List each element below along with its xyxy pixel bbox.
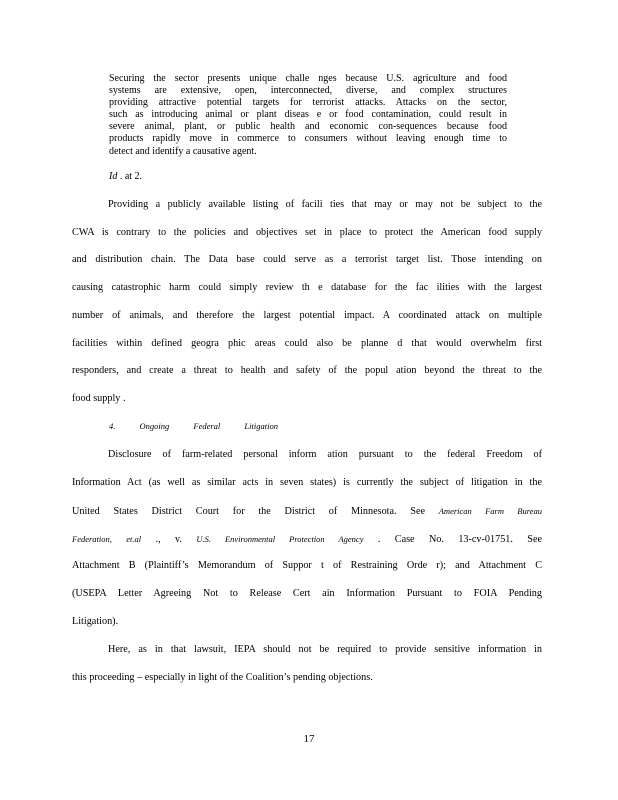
quote-line: such as introducing animal or plant diseas e or food contamination, could result in [109, 109, 507, 121]
case-name-italic: Federation, [72, 534, 112, 544]
paragraph-line: Information Act (as well as similar acts in seven states) is currently the subject of litigation in the [72, 477, 542, 488]
paragraph-line: and distribution chain. The Data base could serve as a terrorist target list. Those intending on [72, 254, 542, 265]
et-al-italic: et.al [126, 534, 142, 544]
quote-citation [109, 171, 142, 183]
paragraph-line: CWA is contrary to the policies and objectives set in place to protect the American food supply [72, 227, 542, 238]
paragraph-line: Providing a publicly available listing of facili ties that may or may not be subject to the [108, 199, 542, 210]
page-number: 17 [303, 733, 315, 745]
paragraph-line: this proceeding – especially in light of the Coalition’s pending objections. [72, 672, 373, 683]
quote-line: severe animal, plant, or public health and economic con-sequences because food [109, 121, 507, 133]
quote-line: systems are extensive, open, interconnected, diverse, and complex structures [109, 85, 507, 97]
citation-rest: . at 2. [117, 171, 143, 182]
paragraph-line: (USEPA Letter Agreeing Not to Release Cert ain Information Pursuant to FOIA Pending [72, 588, 542, 599]
line-text: United States District Court for the District of Minnesota. See [72, 506, 425, 517]
paragraph-line: Disclosure of farm-related personal inform ation pursuant to the federal Freedom of [108, 449, 542, 460]
paragraph-line: food supply . [72, 393, 126, 404]
line-text: . Case No. 13-cv-01751. See [363, 534, 543, 545]
quote-line: providing attractive potential targets for terrorist attacks. Attacks on the sector, [109, 97, 507, 109]
case-name-italic: American Farm Bureau [438, 506, 542, 516]
section-heading [109, 421, 278, 431]
paragraph-line: causing catastrophic harm could simply review th e database for the fac ilities with the largest [72, 282, 542, 293]
line-text: ., v. [141, 534, 197, 545]
paragraph-line [72, 504, 542, 518]
paragraph-line [72, 532, 542, 546]
heading-number: 4. [109, 421, 116, 431]
paragraph-line: facilities within defined geogra phic areas could also be planne d that would overwhelm first [72, 338, 542, 349]
block-quote [109, 73, 507, 158]
quote-line: products rapidly move in commerce to consumers without leaving enough time to [109, 133, 507, 145]
paragraph-line: Here, as in that lawsuit, IEPA should not be required to provide sensitive information in [108, 644, 542, 655]
citation-id: Id [109, 171, 118, 182]
paragraph-line: Attachment B (Plaintiff’s Memorandum of Suppor t of Restraining Orde r); and Attachment C [72, 560, 542, 571]
agency-name-italic: U.S. Environmental Protection Agency [196, 534, 364, 544]
quote-line: Securing the sector presents unique challe nges because U.S. agriculture and food [109, 73, 507, 84]
paragraph-line: Litigation). [72, 616, 119, 627]
heading-word: Litigation [244, 421, 278, 431]
quote-line: detect and identify a causative agent. [109, 145, 257, 157]
paragraph-line: number of animals, and therefore the largest potential impact. A coordinated attack on multiple [72, 310, 542, 321]
paragraph-line: responders, and create a threat to health and safety of the popul ation beyond the threat to the [72, 365, 542, 376]
heading-word: Ongoing [139, 421, 170, 431]
heading-word: Federal [193, 421, 221, 431]
